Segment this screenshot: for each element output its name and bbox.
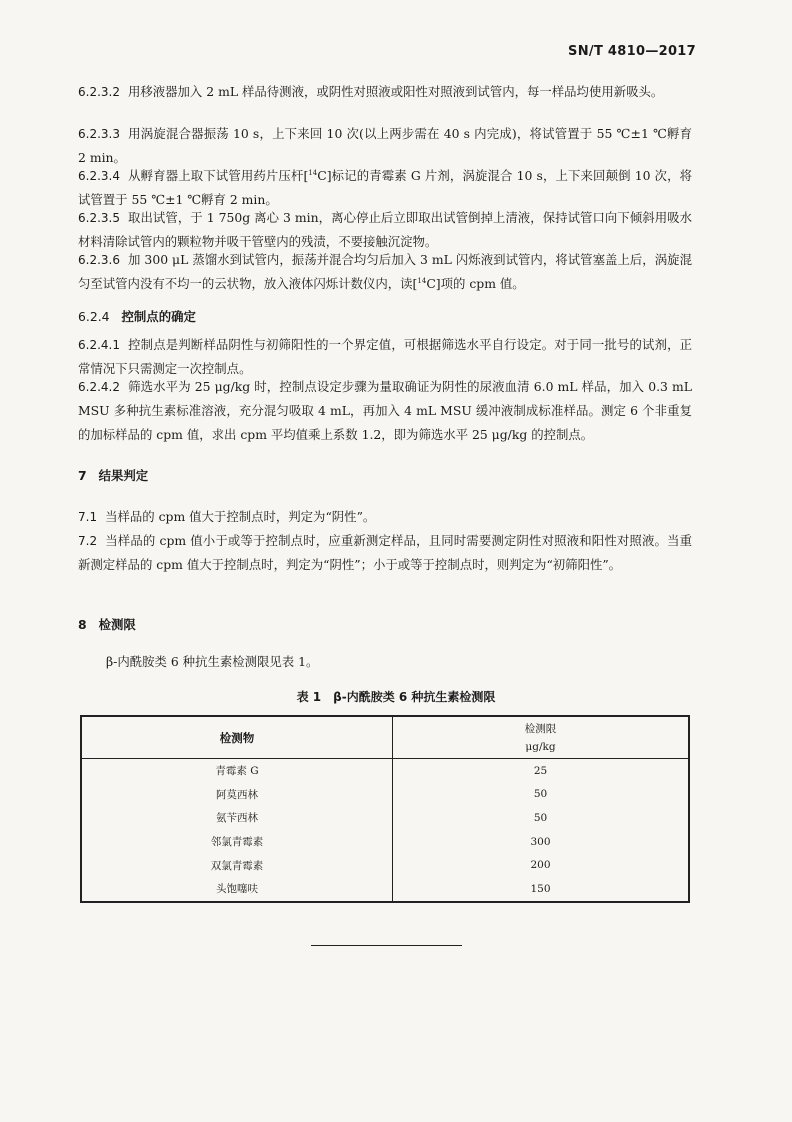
limit-cell: 50 [393,783,690,807]
heading-title: 结果判定 [98,468,149,483]
superscript: 14 [417,276,427,285]
clause-number: 6.2.3.4 [78,169,120,183]
paragraph-8-intro [106,650,692,674]
standard-code: SN/T 4810—2017 [568,44,696,59]
paragraph-6-2-3-5 [78,206,692,254]
detection-limit-table [80,715,690,903]
paragraph-6-2-3-6 [78,248,692,296]
heading-number: 8 [78,617,87,632]
clause-text: 当样品的 cpm 值大于控制点时，判定为“阴性”。 [105,509,376,524]
limit-cell: 25 [393,759,690,783]
table-row [81,806,689,830]
clause-number: 6.2.3.5 [78,211,120,225]
analyte-cell: 青霉素 G [81,759,393,783]
clause-number: 7.1 [78,510,98,524]
clause-text: 取出试管，于 1 750g 离心 3 min，离心停止后立即取出试管倒掉上清液，保持试管口向下倾斜用吸水材料清除试管内的颗粒物并吸干管壁内的残渍，不要接触沉淀物。 [78,210,692,249]
heading-6-2-4 [78,307,196,325]
analyte-cell: 头饱噻呋 [81,877,393,902]
table-row [81,783,689,807]
clause-number: 6.2.4.1 [78,338,120,352]
heading-number: 6.2.4 [78,309,110,324]
clause-text: 加 300 μL 蒸馏水到试管内，振荡并混合均匀后加入 3 mL 闪烁液到试管内，将试管塞盖上后，涡旋混匀至试管内没有不均一的云状物，放入液体闪烁计数仪内，读[ [78,252,692,291]
clause-text: 用移液器加入 2 mL 样品待测液，或阴性对照液或阳性对照液到试管内，每一样品均使用新吸头。 [127,84,664,99]
clause-number: 6.2.3.3 [78,127,120,141]
limit-cell: 200 [393,853,690,877]
clause-text: 从孵育器上取下试管用药片压杆[ [127,168,309,183]
clause-number: 6.2.3.2 [78,85,120,99]
header-limit-unit: μg/kg [525,740,556,753]
paragraph-7-1 [78,505,692,529]
clause-text: 控制点是判断样品阴性与初筛阳性的一个界定值，可根据筛选水平自行设定。对于同一批号的试剂，正常情况下只需测定一次控制点。 [78,337,692,376]
heading-7 [78,466,148,484]
analyte-cell: 阿莫西林 [81,783,393,807]
clause-number: 6.2.3.6 [78,253,120,267]
header-limit-label: 检测限 [524,722,557,735]
heading-8 [78,615,136,633]
heading-number: 7 [78,468,87,483]
table-label: 表 1 [296,690,322,704]
table-row [81,830,689,854]
clause-text: 当样品的 cpm 值小于或等于控制点时，应重新测定样品，且同时需要测定阴性对照液和阳性对照液。当重新测定样品的 cpm 值大于控制点时，判定为“阴性”；小于或等于控制点时，则判定为“初筛阳性”。 [78,533,692,572]
analyte-cell: 双氯青霉素 [81,853,393,877]
paragraph-6-2-3-4 [78,164,692,212]
heading-title: 控制点的确定 [121,309,196,324]
clause-text: β-内酰胺类 6 种抗生素检测限见表 1。 [106,654,319,669]
paragraph-6-2-3-2 [78,80,692,104]
table-header-row [81,716,689,759]
paragraph-7-2 [78,529,692,577]
paragraph-6-2-3-3 [78,122,692,170]
analyte-cell: 邻氯青霉素 [81,830,393,854]
paragraph-6-2-4-2 [78,375,692,447]
limit-cell: 300 [393,830,690,854]
analyte-cell: 氨苄西林 [81,806,393,830]
table-row [81,759,689,783]
clause-number: 7.2 [78,534,98,548]
paragraph-6-2-4-1 [78,333,692,381]
table-row [81,853,689,877]
limit-cell: 50 [393,806,690,830]
limit-cell: 150 [393,877,690,902]
header-analyte: 检测物 [81,716,393,759]
end-of-document-rule [311,945,462,946]
clause-text: C]标记的青霉素 G 片剂，涡旋混合 10 s，上下来回颠倒 10 次，将试管置于 55 ℃±1 ℃孵育 2 min。 [78,168,692,207]
header-limit [393,716,690,759]
superscript: 14 [308,168,318,177]
table-title: β-内酰胺类 6 种抗生素检测限 [333,690,496,704]
table-caption [0,688,792,705]
clause-text: 用涡旋混合器振荡 10 s，上下来回 10 次(以上两步需在 40 s 内完成)，将试管置于 55 ℃±1 ℃孵育 2 min。 [78,126,692,165]
table-row [81,877,689,902]
heading-title: 检测限 [98,617,136,632]
clause-number: 6.2.4.2 [78,380,120,394]
clause-text: 筛选水平为 25 μg/kg 时，控制点设定步骤为量取确证为阴性的尿液血清 6.0 mL 样品，加入 0.3 mL MSU 多种抗生素标准溶液，充分混匀吸取 4 mL，再加入 4 mL MSU 缓冲液制成标准样品。测定 6 个非重复的加标样品的 cpm 值，求出 cpm 平均值乘上系数 1.2，即为筛选水平 25 μg/kg 的控制点。 [78,379,692,442]
clause-text: C]项的 cpm 值。 [426,276,525,291]
